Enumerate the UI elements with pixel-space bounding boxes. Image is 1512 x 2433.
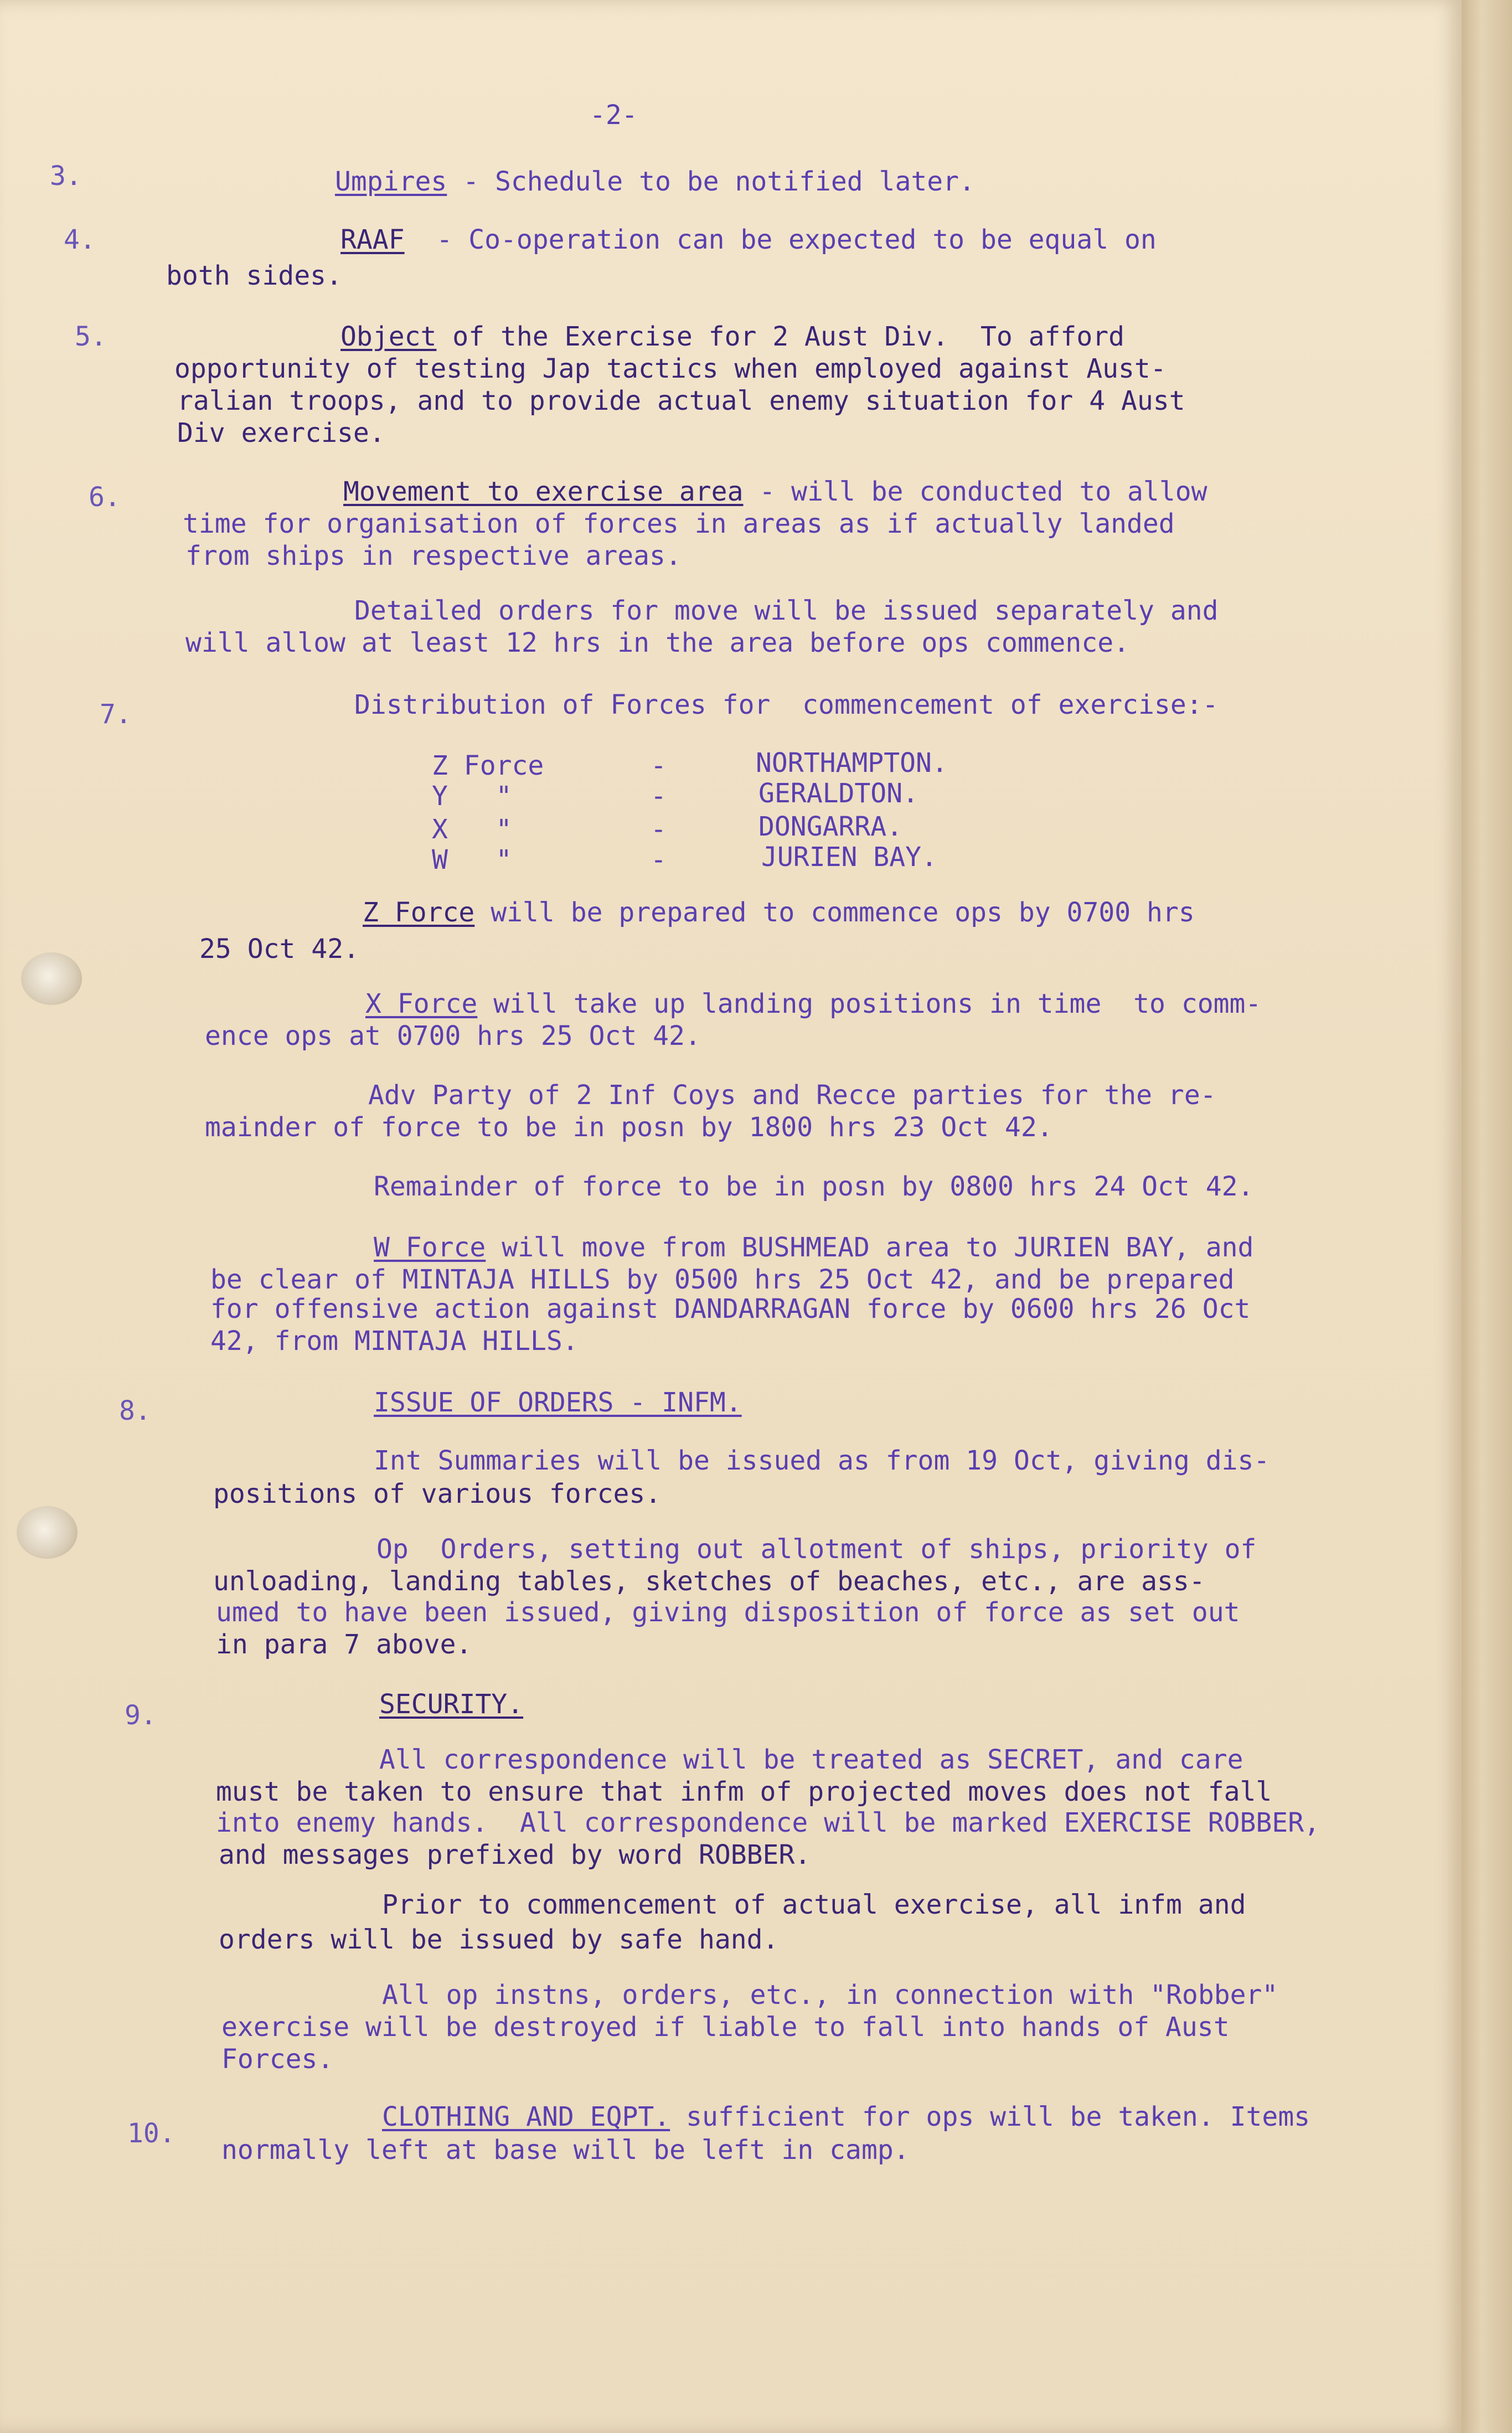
text-line: 42, from MINTAJA HILLS. xyxy=(210,1326,579,1357)
text-line: both sides. xyxy=(166,260,342,291)
table-dash: - xyxy=(651,844,667,875)
table-dash: - xyxy=(651,814,667,845)
w-force-text: W Force will move from BUSHMEAD area to JURIEN BAY, and xyxy=(374,1232,1254,1263)
force-location: NORTHAMPTON. xyxy=(756,748,948,779)
table-dash: - xyxy=(651,781,667,812)
text-line: Distribution of Forces for commencement of exercise:- xyxy=(354,689,1219,720)
force-name: Z Force xyxy=(432,750,544,781)
z-force-text: Z Force will be prepared to commence ops by 0700 hrs xyxy=(363,897,1195,928)
text-line: 25 Oct 42. xyxy=(199,934,359,965)
text-line: normally left at base will be left in camp. xyxy=(221,2135,910,2166)
text-line: Detailed orders for move will be issued separately and xyxy=(354,595,1219,626)
text-line: for offensive action against DANDARRAGAN force by 0600 hrs 26 Oct xyxy=(210,1293,1251,1324)
force-name: Y " xyxy=(432,781,512,812)
force-heading: Z Force xyxy=(363,897,475,928)
text-line: Adv Party of 2 Inf Coys and Recce parties for the re- xyxy=(368,1080,1216,1111)
para-number: 10. xyxy=(127,2118,176,2149)
page-number: -2- xyxy=(590,100,638,131)
punch-hole xyxy=(21,952,82,1005)
text-line: into enemy hands. All correspondence will be marked EXERCISE ROBBER, xyxy=(216,1807,1320,1838)
para-3-text: Umpires - Schedule to be notified later. xyxy=(335,166,975,197)
force-location: DONGARRA. xyxy=(758,811,903,842)
para-number: 7. xyxy=(100,699,132,730)
text-line: must be taken to ensure that infm of projected moves does not fall xyxy=(216,1776,1272,1807)
para-4-text: RAAF - Co-operation can be expected to be equal on xyxy=(340,224,1157,255)
force-heading: W Force xyxy=(374,1232,486,1263)
force-name: X " xyxy=(432,814,512,845)
para-number: 8. xyxy=(119,1395,151,1426)
text-line: unloading, landing tables, sketches of beaches, etc., are ass- xyxy=(213,1566,1205,1597)
text-line: from ships in respective areas. xyxy=(185,540,682,571)
text-line: Int Summaries will be issued as from 19 Oct, giving dis- xyxy=(374,1445,1270,1476)
force-location: GERALDTON. xyxy=(758,778,918,809)
para-heading: Movement to exercise area xyxy=(343,476,744,507)
para-number: 3. xyxy=(50,161,82,192)
page-edge xyxy=(1462,0,1512,2433)
punch-hole xyxy=(17,1506,78,1559)
para-heading: Umpires xyxy=(335,166,447,197)
text-line: opportunity of testing Jap tactics when employed against Aust- xyxy=(174,353,1167,384)
text-line: ence ops at 0700 hrs 25 Oct 42. xyxy=(205,1020,701,1051)
text-line: Op Orders, setting out allotment of ships, priority of xyxy=(376,1534,1257,1565)
text-line: in para 7 above. xyxy=(216,1629,472,1660)
text-line: positions of various forces. xyxy=(213,1478,662,1509)
para-heading: RAAF xyxy=(340,224,405,255)
text-line: will allow at least 12 hrs in the area before ops commence. xyxy=(185,627,1130,658)
para-heading: CLOTHING AND EQPT. xyxy=(382,2101,670,2132)
text-line: be clear of MINTAJA HILLS by 0500 hrs 25 Oct 42, and be prepared xyxy=(210,1264,1235,1295)
para-number: 5. xyxy=(75,321,107,352)
force-heading: X Force xyxy=(365,988,478,1019)
text-line: Forces. xyxy=(221,2044,334,2075)
text-line: All op instns, orders, etc., in connection with "Robber" xyxy=(382,1980,1278,2011)
text-line: Prior to commencement of actual exercise, all infm and xyxy=(382,1889,1246,1920)
text-line: ralian troops, and to provide actual enemy situation for 4 Aust xyxy=(177,385,1185,416)
text-line: time for organisation of forces in areas as if actually landed xyxy=(183,508,1175,539)
force-location: JURIEN BAY. xyxy=(761,842,937,873)
text-line: and messages prefixed by word ROBBER. xyxy=(219,1839,811,1870)
para-5-text: Object of the Exercise for 2 Aust Div. To afford xyxy=(340,321,1125,352)
para-6-text: Movement to exercise area - will be conducted to allow xyxy=(343,476,1207,507)
para-heading: SECURITY. xyxy=(379,1689,524,1720)
text-line: exercise will be destroyed if liable to fall into hands of Aust xyxy=(221,2012,1230,2043)
text-line: mainder of force to be in posn by 1800 hrs 23 Oct 42. xyxy=(205,1112,1053,1143)
text-line: All correspondence will be treated as SECRET, and care xyxy=(379,1744,1243,1775)
x-force-text: X Force will take up landing positions in time to comm- xyxy=(365,988,1262,1019)
para-heading: ISSUE OF ORDERS - INFM. xyxy=(374,1387,742,1418)
para-10-text: CLOTHING AND EQPT. sufficient for ops will be taken. Items xyxy=(382,2101,1310,2132)
text-line: Div exercise. xyxy=(177,417,385,449)
table-dash: - xyxy=(651,750,667,781)
text-line: umed to have been issued, giving disposition of force as set out xyxy=(216,1597,1240,1628)
para-number: 9. xyxy=(125,1700,157,1731)
para-heading: Object xyxy=(340,321,437,352)
force-name: W " xyxy=(432,844,512,875)
text-line: orders will be issued by safe hand. xyxy=(219,1924,779,1955)
para-number: 6. xyxy=(89,482,121,513)
para-number: 4. xyxy=(64,224,96,255)
text-line: Remainder of force to be in posn by 0800 hrs 24 Oct 42. xyxy=(374,1171,1254,1202)
